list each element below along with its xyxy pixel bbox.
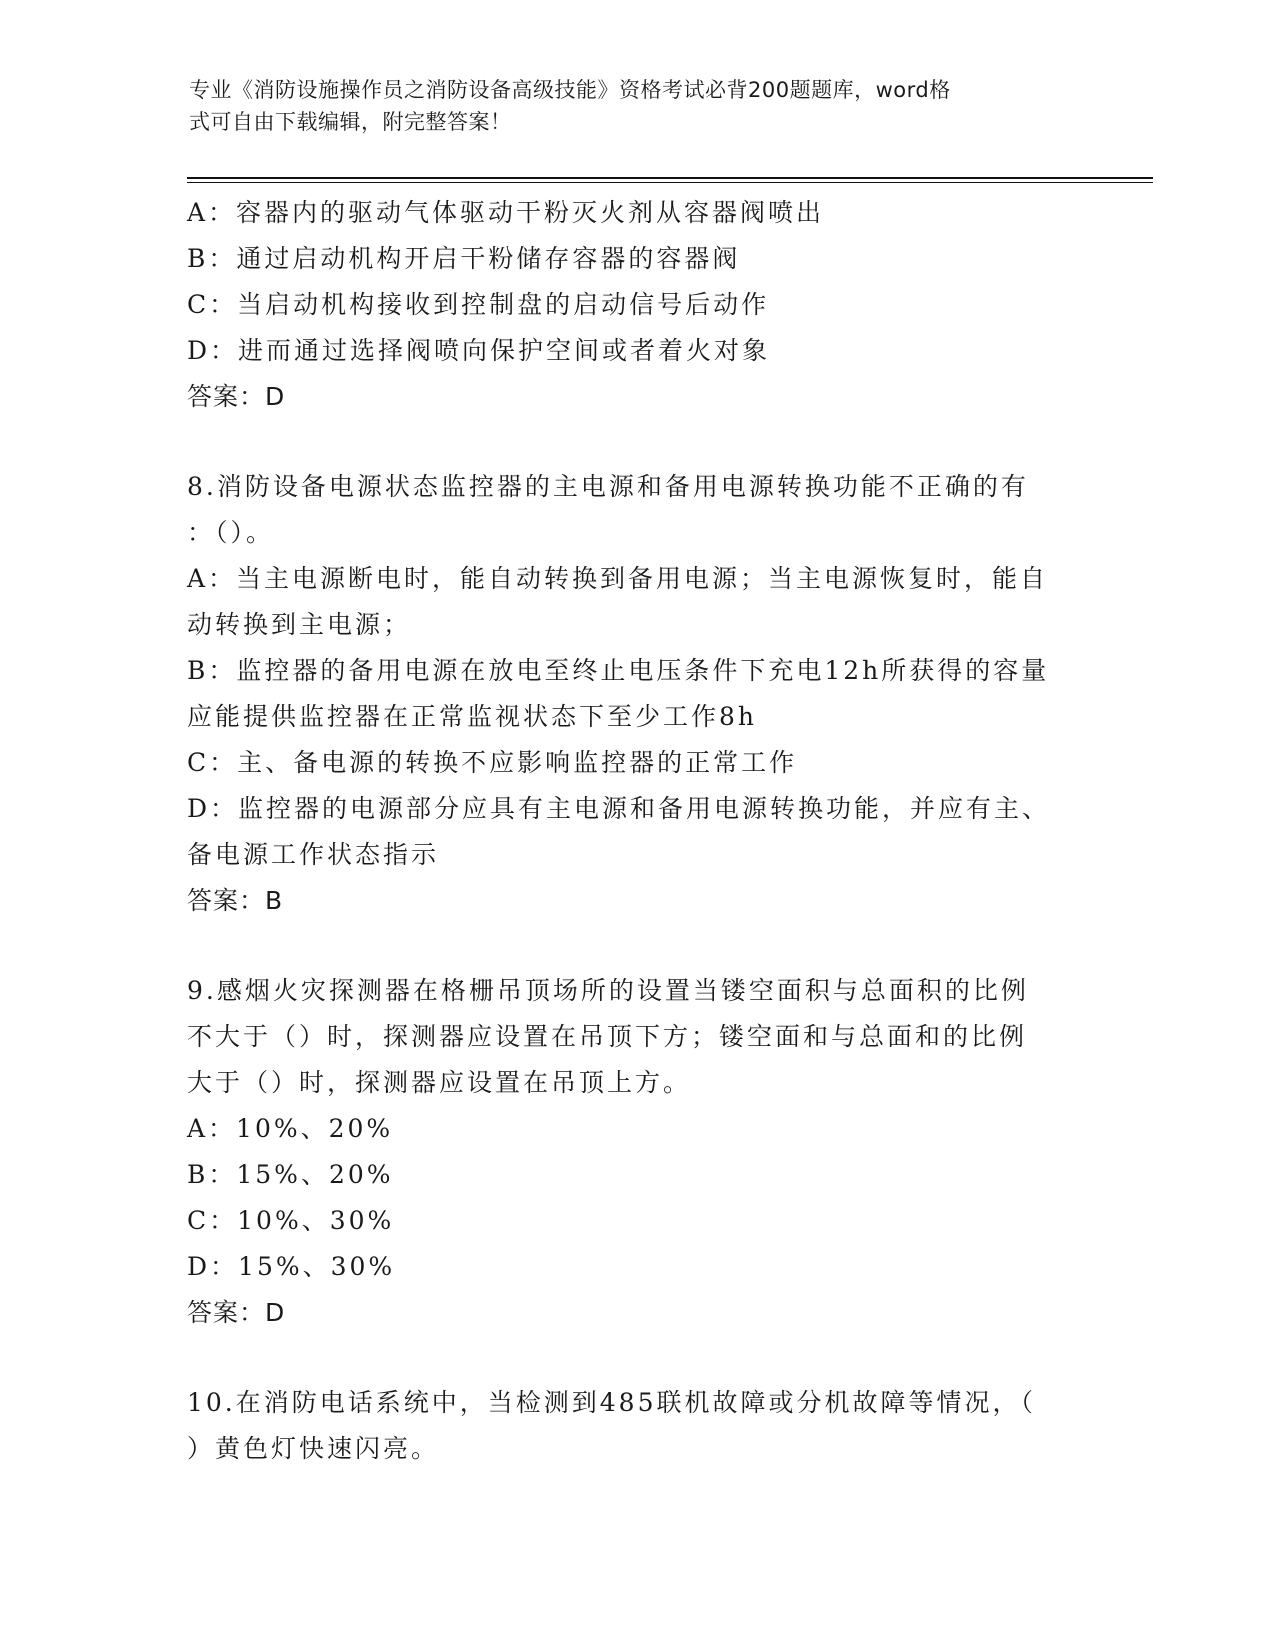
answer: 答案：D: [187, 382, 286, 411]
option-b: B：监控器的备用电源在放电至终止电压条件下充电12h所获得的容量: [187, 656, 1050, 685]
question-stem: 8.消防设备电源状态监控器的主电源和备用电源转换功能不正确的有: [187, 472, 1029, 501]
question-9: [187, 968, 1087, 1336]
answer: 答案：D: [187, 1298, 286, 1327]
header-divider-thin: [187, 182, 1153, 183]
spacer: [187, 1336, 1087, 1380]
option-a: A：容器内的驱动气体驱动干粉灭火剂从容器阀喷出: [187, 198, 825, 227]
question-8: [187, 464, 1087, 924]
spacer: [187, 420, 1087, 464]
option-d-cont: 备电源工作状态指示: [187, 840, 440, 869]
question-7: [187, 190, 1087, 420]
question-10: [187, 1380, 1087, 1472]
option-c: C：主、备电源的转换不应影响监控器的正常工作: [187, 748, 798, 777]
option-b-cont: 应能提供监控器在正常监视状态下至少工作8h: [187, 702, 758, 731]
option-d: D：监控器的电源部分应具有主电源和备用电源转换功能，并应有主、: [187, 794, 1051, 823]
question-stem: ）黄色灯快速闪亮。: [187, 1434, 440, 1463]
question-stem: 不大于（）时，探测器应设置在吊顶下方；镂空面和与总面和的比例: [187, 1022, 1028, 1051]
option-b: B：15%、20%: [187, 1160, 394, 1189]
header-line-1: 专业《消防设施操作员之消防设备高级技能》资格考试必背200题题库，word格: [189, 78, 951, 102]
option-d: D：15%、30%: [187, 1252, 396, 1281]
spacer: [187, 924, 1087, 968]
document-header: [189, 74, 1089, 138]
option-a-cont: 动转换到主电源；: [187, 610, 412, 639]
option-a: A：当主电源断电时，能自动转换到备用电源；当主电源恢复时，能自: [187, 564, 1049, 593]
header-divider-thick: [187, 177, 1153, 179]
option-c: C：10%、30%: [187, 1206, 395, 1235]
question-stem: 10.在消防电话系统中，当检测到485联机故障或分机故障等情况，（: [187, 1388, 1036, 1417]
option-b: B：通过启动机构开启干粉储存容器的容器阀: [187, 244, 741, 273]
option-a: A：10%、20%: [187, 1114, 394, 1143]
question-stem: 9.感烟火灾探测器在格栅吊顶场所的设置当镂空面积与总面积的比例: [187, 976, 1029, 1005]
header-line-2: 式可自由下载编辑，附完整答案！: [189, 110, 512, 134]
option-d: D：进而通过选择阀喷向保护空间或者着火对象: [187, 336, 771, 365]
question-stem: ：（）。: [187, 518, 275, 547]
question-list: [187, 190, 1087, 1472]
question-stem: 大于（）时，探测器应设置在吊顶上方。: [187, 1068, 692, 1097]
answer: 答案：B: [187, 886, 284, 915]
option-c: C：当启动机构接收到控制盘的启动信号后动作: [187, 290, 770, 319]
